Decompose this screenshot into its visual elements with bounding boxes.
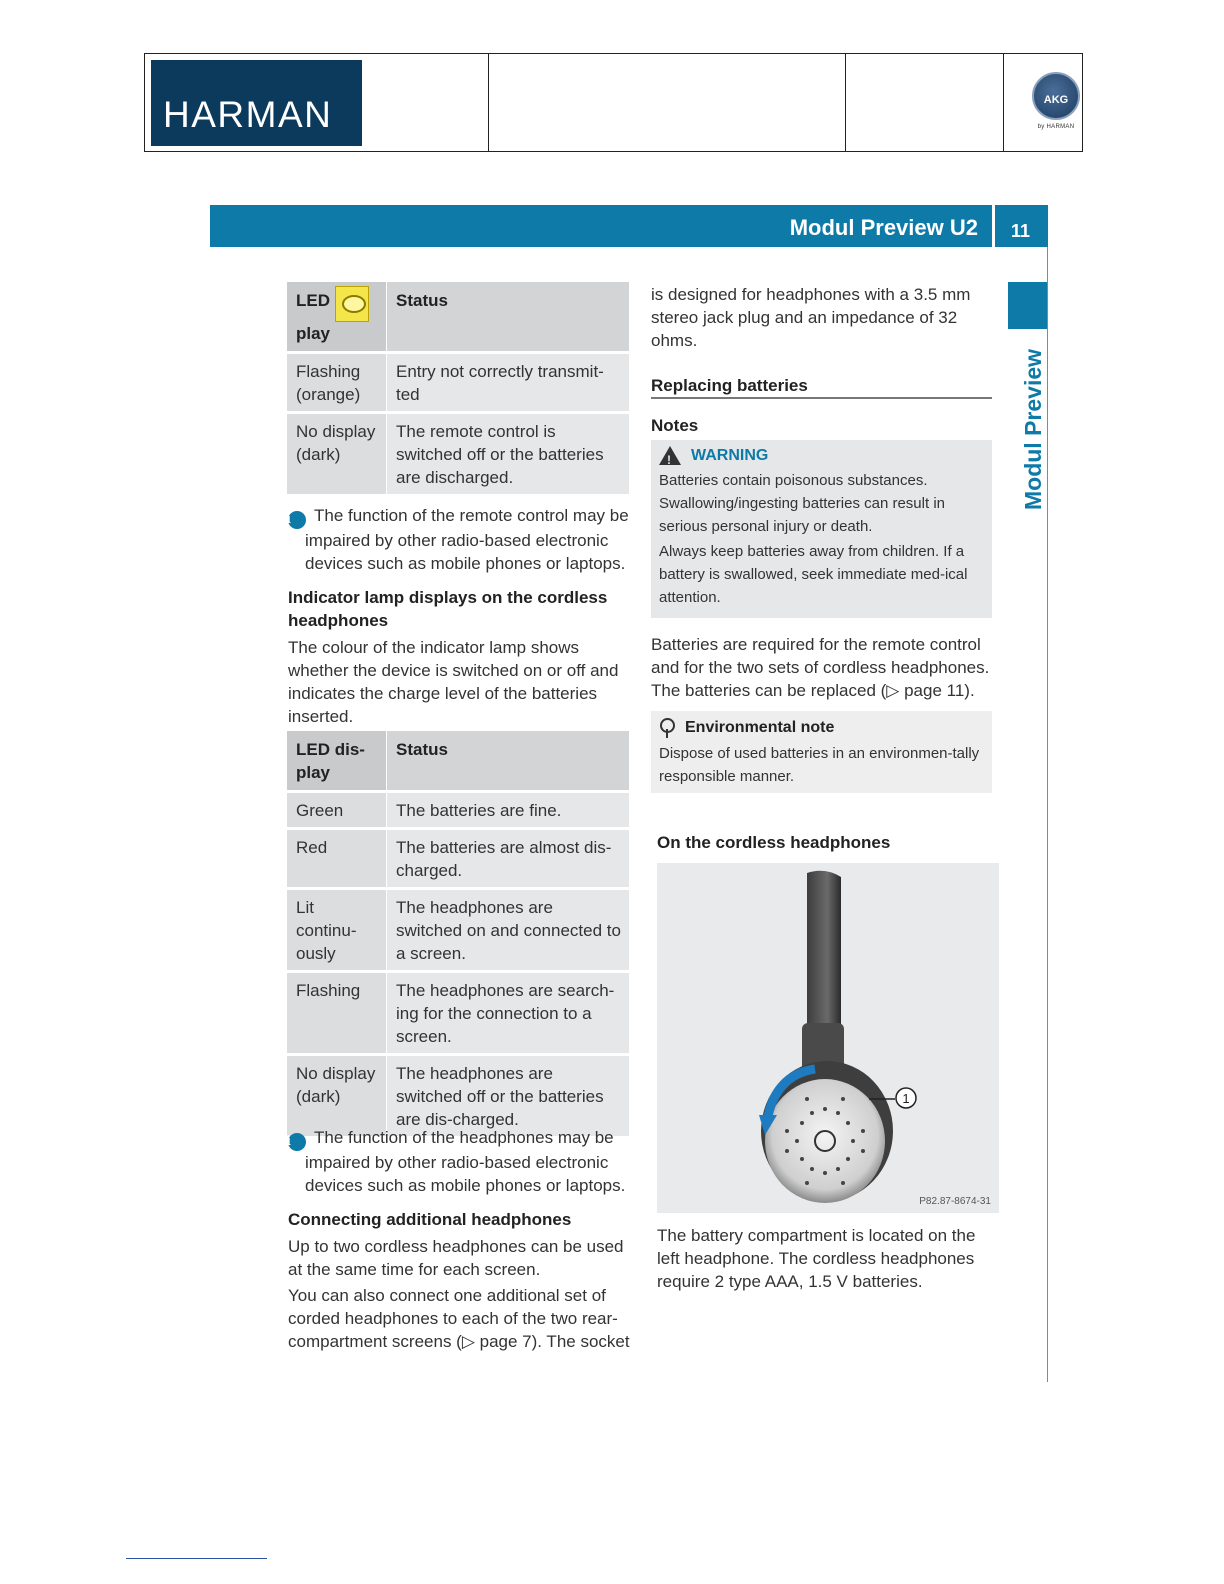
environmental-note-title-text: Environmental note [685, 719, 835, 736]
figure-code: P82.87-8674-31 [919, 1196, 991, 1207]
environmental-note-title [659, 716, 984, 739]
indicator-heading: Indicator lamp displays on the cordless headphones [288, 588, 608, 630]
table-row [287, 830, 629, 890]
warning-text-2: Always keep batteries away from children. If a battery is swallowed, seek immediate med-ical attention. [659, 543, 968, 606]
harman-logo [151, 60, 362, 146]
table-cell-value: Entry not correctly transmit-ted [387, 354, 629, 414]
table-cell-key: Green [287, 793, 387, 830]
akg-logo [1028, 72, 1084, 130]
warning-box [651, 440, 992, 618]
section-rule [651, 397, 992, 399]
table-row [287, 354, 629, 414]
jack-continuation-text: is designed for headphones with a 3.5 mm stereo jack plug and an impedance of 32 ohms. [651, 285, 971, 350]
led-remote-table [287, 282, 629, 497]
table-cell-key: Flashing (orange) [287, 354, 387, 414]
environmental-note-box [651, 711, 992, 793]
header-key-part-a: LED [296, 291, 335, 310]
table-header-key [287, 282, 387, 354]
info-note-text: The function of the headphones may be impaired by other radio-based electronic devices such as mobile phones or laptops. [305, 1128, 626, 1195]
table-cell-value: The remote control is switched off or the batteries are discharged. [387, 414, 629, 497]
warning-text-1: Batteries contain poisonous substances. Swallowing/ingesting batteries can result in serious personal injury or death. [659, 472, 945, 535]
akg-logo-text: AKG [1043, 94, 1069, 106]
table-header-row [287, 282, 629, 354]
warning-title-text: WARNING [691, 447, 769, 464]
header-cell-harman [145, 54, 489, 151]
table-cell-key: No display (dark) [287, 1056, 387, 1139]
akg-logo-sub: by HARMAN [1037, 124, 1075, 130]
connecting-heading: Connecting additional headphones [288, 1210, 572, 1229]
comment-note-icon[interactable] [335, 286, 369, 322]
table-cell-value: The headphones are switched on and connected to a screen. [387, 890, 629, 973]
table-cell-value: The headphones are switched off or the batteries are dis-charged. [387, 1056, 629, 1139]
figure-caption: The battery compartment is located on the left headphone. The cordless headphones require 2 type AAA, 1.5 V batteries. [657, 1226, 976, 1291]
side-tab-marker [1008, 282, 1047, 329]
info-note-remote [288, 504, 630, 575]
replacing-heading: Replacing batteries [651, 376, 808, 395]
table-row [287, 414, 629, 497]
notes-heading: Notes [651, 416, 699, 435]
table-header-row [287, 731, 629, 793]
batteries-required-text: Batteries are required for the remote control and for the two sets of cordless headphones. The batteries can be replaced (▷ page 11). [651, 635, 990, 700]
table-row [287, 890, 629, 973]
warning-triangle-icon [659, 446, 681, 465]
table-cell-key: Red [287, 830, 387, 890]
header-key-part-b: play [296, 324, 331, 343]
page-banner: Modul Preview U2 [210, 205, 992, 247]
table-header-status: Status [387, 731, 629, 793]
headphone-drawing [657, 863, 999, 1213]
table-cell-key: No display (dark) [287, 414, 387, 497]
info-icon: i [288, 511, 306, 529]
table-cell-key: Lit continu-ously [287, 890, 387, 973]
headband-shape [807, 871, 841, 1028]
side-rule [1047, 247, 1048, 1382]
table-cell-key: Flashing [287, 973, 387, 1056]
info-note-headphones [288, 1126, 630, 1197]
table-row [287, 793, 629, 830]
environmental-note-text: Dispose of used batteries in an environmen-tally responsible manner. [659, 745, 980, 785]
page-number: 11 [995, 205, 1048, 247]
table-header-key: LED dis-play [287, 731, 387, 793]
connecting-text-1: Up to two cordless headphones can be used at the same time for each screen. [288, 1237, 624, 1279]
info-note-text: The function of the remote control may be impaired by other radio-based electronic devices such as mobile phones or laptops. [305, 506, 629, 573]
connecting-text-2: You can also connect one additional set of corded headphones to each of the two rear-compartment screens (▷ page 7). The socket [288, 1286, 630, 1351]
header-cell-empty-1 [489, 54, 846, 151]
harman-logo-text: HARMAN [163, 94, 333, 135]
header-logo-table [144, 53, 1083, 152]
header-cell-akg [1004, 54, 1082, 151]
table-cell-value: The headphones are search-ing for the connection to a screen. [387, 973, 629, 1056]
table-cell-value: The batteries are almost dis-charged. [387, 830, 629, 890]
environment-icon [659, 718, 673, 738]
akg-logo-icon [1032, 72, 1080, 120]
info-icon: i [288, 1133, 306, 1151]
footer-rule [126, 1558, 267, 1559]
warning-title [659, 444, 984, 467]
cordless-heading: On the cordless headphones [657, 833, 891, 852]
earcup-face [765, 1079, 885, 1203]
table-row [287, 973, 629, 1056]
led-headphones-table [287, 731, 629, 1139]
headphone-illustration [657, 863, 999, 1213]
table-header-status: Status [387, 282, 629, 354]
table-cell-value: The batteries are fine. [387, 793, 629, 830]
indicator-text: The colour of the indicator lamp shows whether the device is switched on or off and indicates the charge level of the batteries inserted. [288, 638, 619, 726]
header-cell-empty-2 [846, 54, 1004, 151]
side-chapter-label: Modul Preview [1020, 348, 1046, 510]
callout-number: 1 [902, 1091, 910, 1106]
